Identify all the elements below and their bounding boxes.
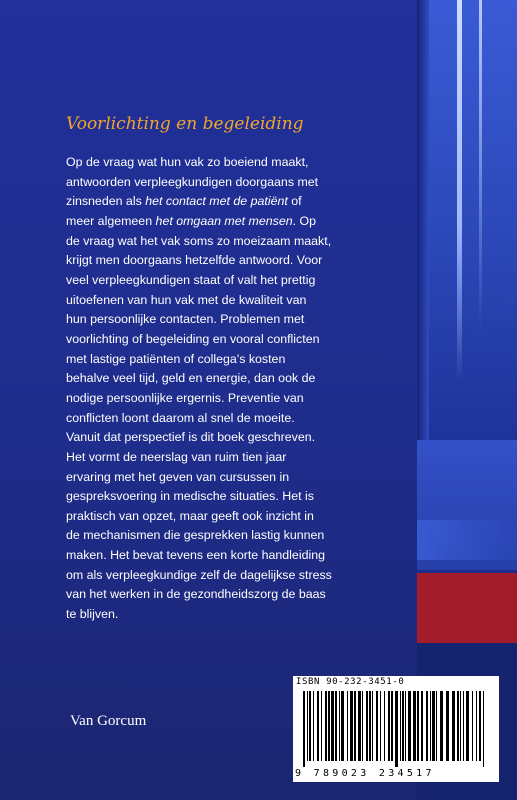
barcode-bar	[483, 691, 484, 767]
blurb-segment: Het vormt de neerslag van ruim tien jaar	[66, 449, 287, 464]
blurb-segment: voorlichting of begeleiding en vooral conflicten	[66, 331, 320, 346]
photo-doorframe	[417, 0, 429, 440]
barcode-bar	[339, 691, 340, 761]
blurb-segment: nodige persoonlijke ergernis. Preventie van	[66, 390, 304, 405]
barcode-bar	[440, 691, 443, 761]
blurb-line	[66, 448, 406, 468]
blurb-segment: antwoorden verpleegkundigen doorgaans met	[66, 174, 319, 189]
blurb-segment: met lastige patiënten of collega's kosten	[66, 351, 286, 366]
barcode-bar	[313, 691, 314, 761]
blurb-line	[66, 566, 406, 586]
blurb-line	[66, 212, 406, 232]
barcode-bar	[413, 691, 416, 761]
blurb-line	[66, 310, 406, 330]
blurb-line	[66, 271, 406, 291]
barcode-bar	[472, 691, 473, 761]
blurb-segment: ervaring met het geven van cursussen in	[66, 469, 290, 484]
barcode-bar	[417, 691, 419, 761]
blurb-segment: hun persoonlijke contacten. Problemen met	[66, 312, 305, 327]
blurb-segment: Op de vraag wat hun vak zo boeiend maakt,	[66, 155, 309, 169]
barcode-bar	[402, 691, 404, 761]
blurb-segment: of	[287, 194, 302, 209]
blurb-segment: te blijven.	[66, 607, 119, 622]
barcode-bar	[408, 691, 411, 761]
blurb-segment: . Op	[292, 213, 317, 228]
blurb-line	[66, 487, 406, 507]
barcode-bar	[317, 691, 319, 761]
barcode-bar	[380, 691, 381, 761]
blurb-segment: maken. Het bevat tevens een korte handleiding	[66, 548, 325, 563]
blurb-line	[66, 389, 406, 409]
blurb-segment: meer algemeen	[66, 213, 156, 228]
blurb-segment: om als verpleegkundige zelf de dagelijkse stress	[66, 567, 332, 582]
blurb-italic-phrase: het omgaan met mensen	[155, 213, 293, 228]
blurb-line	[66, 153, 406, 173]
barcode-bar	[331, 691, 334, 761]
blurb-line	[66, 526, 406, 546]
barcode-bar	[362, 691, 363, 761]
blurb-segment: gespreksvoering in medische situaties. Het is	[66, 489, 314, 504]
blurb-segment: de vraag wat het vak soms zo moeizaam maakt,	[66, 233, 332, 248]
barcode-bar	[341, 691, 344, 761]
blurb-segment: conflicten loont daarom al snel de moeite.	[66, 410, 295, 425]
barcode-bar	[421, 691, 423, 761]
photo-light-beam	[457, 0, 462, 380]
barcode-bar	[366, 691, 368, 761]
photo-floor-reflection	[417, 520, 517, 560]
barcode-box	[293, 676, 499, 782]
blurb-line	[66, 232, 406, 252]
blurb-line	[66, 173, 406, 193]
barcode-bar	[476, 691, 477, 761]
barcode-bar	[369, 691, 371, 761]
blurb-line	[66, 468, 406, 488]
barcode-bar	[430, 691, 431, 761]
blurb-segment: de mechanismen die gesprekken lastig kunnen	[66, 528, 325, 543]
barcode-graphic	[301, 691, 491, 767]
barcode-bar	[436, 691, 437, 761]
barcode-bar	[452, 691, 455, 761]
blurb-line	[66, 605, 406, 625]
blurb-italic-phrase: het contact met de patiënt	[145, 194, 288, 209]
barcode-bar	[400, 691, 401, 761]
barcode-bar	[391, 691, 393, 761]
blurb-line	[66, 291, 406, 311]
barcode-bar	[466, 691, 469, 761]
publisher-logo: Van Gorcum	[70, 713, 147, 729]
barcode-bar	[376, 691, 378, 761]
blurb-segment: krijgt men doorgaans hetzelfde antwoord. Voor	[66, 253, 323, 268]
book-title: Voorlichting en begeleiding	[66, 114, 304, 134]
blurb-line	[66, 350, 406, 370]
blurb-segment: veel verpleegkundigen staat of valt het prettig	[66, 272, 316, 287]
barcode-bar	[395, 691, 398, 767]
blurb-segment: van het werken in de gezondheidszorg de baas	[66, 587, 326, 602]
barcode-bar	[388, 691, 390, 761]
barcode-bar	[432, 691, 435, 761]
barcode-number: 9 789023 234517	[295, 768, 435, 779]
blurb-text	[66, 153, 406, 625]
barcode-bar	[321, 691, 322, 761]
barcode-bar	[384, 691, 385, 761]
blurb-line	[66, 546, 406, 566]
blurb-line	[66, 192, 406, 212]
blurb-line	[66, 428, 406, 448]
barcode-bar	[405, 691, 406, 761]
blurb-segment: zinsneden als	[66, 194, 146, 209]
red-accent-block	[417, 573, 517, 643]
barcode-bar	[358, 691, 361, 761]
barcode-bar	[479, 691, 481, 761]
blurb-segment: Vanuit dat perspectief is dit boek geschreven.	[66, 430, 316, 445]
blurb-segment: praktisch van opzet, maar geeft ook inzicht in	[66, 508, 314, 523]
barcode-bar	[303, 691, 305, 767]
isbn-label: ISBN 90-232-3451-0	[296, 677, 405, 687]
barcode-bar	[307, 691, 308, 761]
photo-light-beam-secondary	[479, 0, 482, 330]
barcode-bar	[328, 691, 330, 761]
barcode-bar	[335, 691, 337, 761]
blurb-line	[66, 369, 406, 389]
blurb-segment: uitoefenen van hun vak met de kwaliteit van	[66, 292, 307, 307]
blurb-line	[66, 251, 406, 271]
barcode-bar	[446, 691, 449, 761]
blurb-line	[66, 585, 406, 605]
blurb-line	[66, 330, 406, 350]
barcode-bar	[372, 691, 373, 761]
barcode-bar	[309, 691, 311, 761]
blurb-segment: behalve veel tijd, geld en energie, dan ook de	[66, 371, 316, 386]
barcode-bar	[426, 691, 428, 761]
barcode-bar	[325, 691, 327, 761]
barcode-bars	[301, 691, 491, 767]
barcode-bar	[354, 691, 356, 761]
barcode-bar	[347, 691, 348, 761]
barcode-bar	[350, 691, 353, 761]
blurb-line	[66, 409, 406, 429]
barcode-bar	[463, 691, 464, 761]
blurb-line	[66, 507, 406, 527]
barcode-bar	[457, 691, 459, 761]
barcode-bar	[460, 691, 461, 761]
